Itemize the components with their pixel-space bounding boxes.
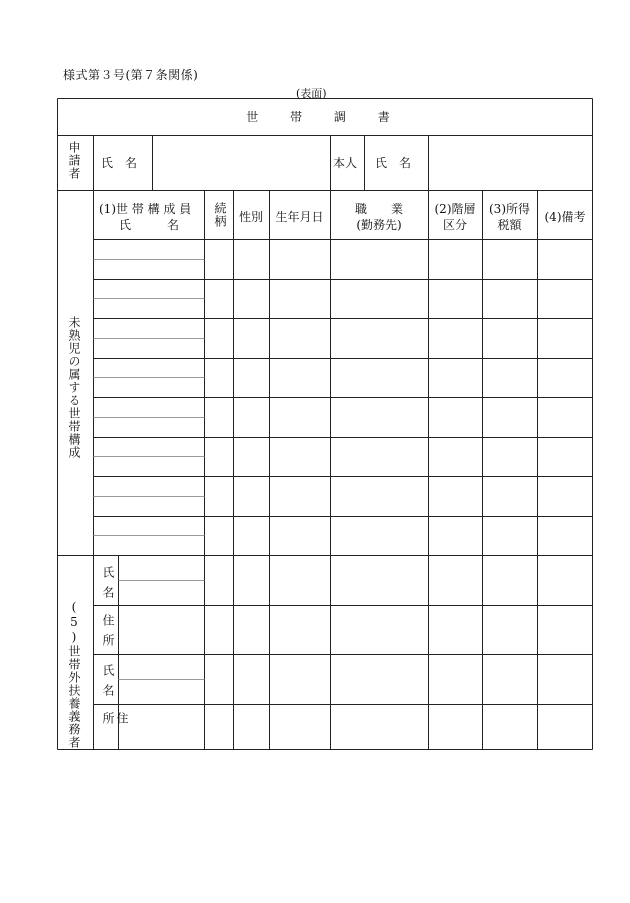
class-header-bottom: 区分 xyxy=(442,218,467,232)
applicant-name-label: 氏 名 xyxy=(101,156,138,170)
class-header-top: (2)階層 xyxy=(434,202,476,216)
tax-header-bottom: 税額 xyxy=(497,218,522,232)
member-header-bottom: 氏 名 xyxy=(119,218,180,232)
relation-header: 続柄 xyxy=(213,202,227,228)
form-grid-lines xyxy=(57,98,593,750)
side-label: (表面) xyxy=(296,87,327,100)
remarks-header: (4)備考 xyxy=(544,210,586,224)
household-section-label: 未熟児の属する世帯構成 xyxy=(67,316,81,459)
dependent-2-address-label: 住所 xyxy=(101,712,129,732)
dependents-section-label: (5)世帯外扶養義務者 xyxy=(67,600,81,749)
household-survey-form xyxy=(57,98,593,750)
occupation-header-top: 職 業 xyxy=(354,202,403,216)
self-label: 本人 xyxy=(333,156,358,170)
sex-header: 性別 xyxy=(238,210,263,224)
dependent-1-name-label: 氏名 xyxy=(101,566,115,606)
occupation-header-bottom: (勤務先) xyxy=(356,218,402,232)
form-title: 世 帯 調 書 xyxy=(246,110,404,124)
dependent-1-address-label: 住所 xyxy=(101,614,115,654)
form-number: 様式第３号(第７条関係) xyxy=(63,68,199,82)
self-name-label: 氏 名 xyxy=(375,156,412,170)
dependent-2-name-label: 氏名 xyxy=(101,664,115,704)
member-header-top: (1)世 帯 構 成 員 xyxy=(99,202,192,216)
tax-header-top: (3)所得 xyxy=(489,202,530,216)
applicant-label: 申請者 xyxy=(67,141,81,180)
birthdate-header: 生年月日 xyxy=(275,210,324,224)
